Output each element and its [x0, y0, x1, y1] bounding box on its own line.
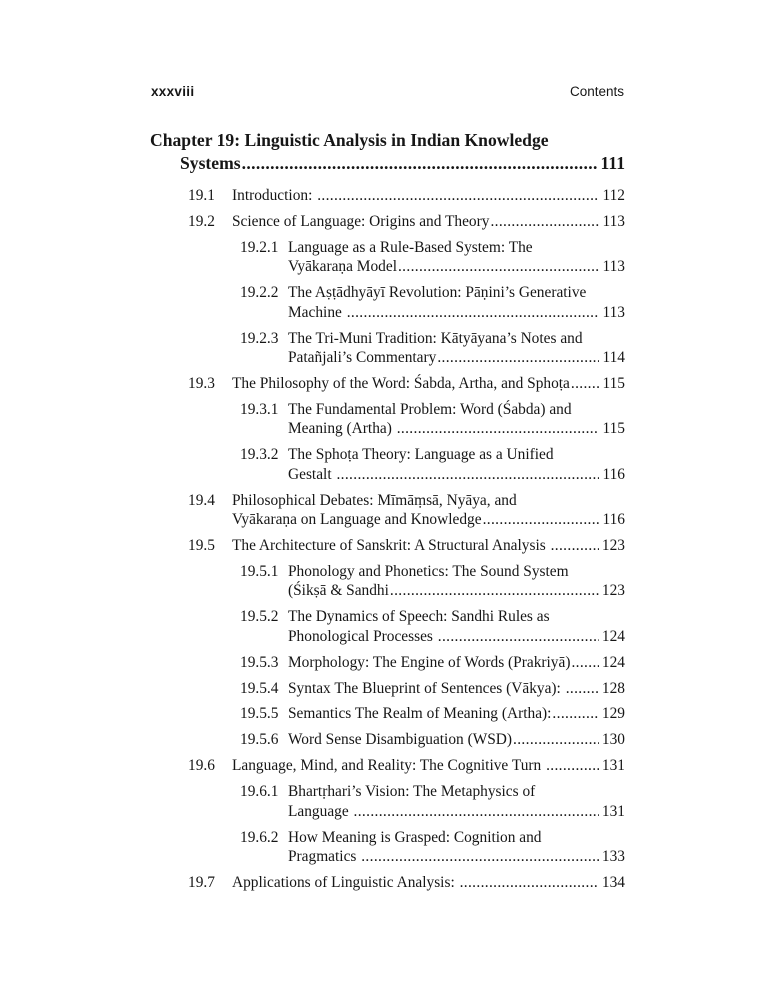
toc-entry-text-line: Philosophical Debates: Mīmāṃsā, Nyāya, and [232, 491, 517, 509]
toc-entry-19-5-1 [150, 562, 625, 601]
toc-entry-19-5-4 [150, 679, 625, 699]
dot-leader [570, 374, 600, 394]
toc-entry-19-5-6 [150, 730, 625, 750]
toc-entry-body [288, 400, 625, 439]
toc-entry-text: Applications of Linguistic Analysis: [232, 873, 459, 891]
toc-entry-text: (Śikṣā & Sandhi [288, 582, 389, 600]
toc-entry-last-line [288, 348, 625, 368]
toc-entry-19-3-1 [150, 400, 625, 439]
toc-page-number: 123 [601, 537, 625, 555]
toc-page-number: 133 [601, 848, 625, 866]
folio-page-number: xxxviii [151, 84, 195, 99]
toc-entry-body [288, 283, 625, 322]
toc-entry-body [232, 186, 625, 206]
toc-page-number: 123 [601, 582, 625, 600]
toc-entry-last-line [288, 465, 625, 485]
dot-leader [565, 679, 599, 699]
toc-entry-19-2-1 [150, 238, 625, 277]
toc-entry-number: 19.5.1 [240, 562, 279, 580]
toc-entry-number: 19.3 [188, 374, 215, 392]
toc-entry-number: 19.2.1 [240, 238, 279, 256]
toc-entry-last-line [288, 419, 625, 439]
dot-leader [550, 536, 599, 556]
toc-entry-number: 19.5.4 [240, 679, 279, 697]
toc-entry-19-2-2 [150, 283, 625, 322]
toc-entry-number: 19.5.3 [240, 653, 279, 671]
toc-entry-text-line: The Tri-Muni Tradition: Kātyāyana’s Notes and [288, 329, 583, 347]
toc-entry-text-line: Language as a Rule-Based System: The [288, 238, 533, 256]
toc-entry-19-3 [150, 374, 625, 394]
toc-entry-19-5 [150, 536, 625, 556]
toc-entry-19-7 [150, 873, 625, 893]
toc-page-number: 124 [601, 627, 625, 645]
toc-entry-text: Introduction: [232, 187, 317, 204]
toc-entry-number: 19.6.1 [240, 783, 279, 801]
toc-entry-last-line [288, 704, 625, 724]
toc-entry-last-line [232, 873, 625, 893]
toc-entry-last-line [288, 730, 625, 750]
toc-entry-number: 19.1 [188, 187, 215, 204]
dot-leader [489, 212, 599, 232]
toc-entry-last-line [288, 581, 625, 601]
toc-entry-19-2 [150, 212, 625, 232]
toc-page-number: 134 [601, 873, 625, 891]
toc-entry-body [288, 704, 625, 724]
toc-entry-text: Vyākaraṇa on Language and Knowledge [232, 511, 482, 529]
toc-entry-text: Language [288, 802, 353, 820]
toc-entry-last-line [288, 257, 625, 277]
toc-page-number: 116 [602, 465, 625, 483]
toc-entry-body [288, 329, 625, 368]
toc-entry-body [288, 730, 625, 750]
toc-entry-last-line [288, 802, 625, 822]
dot-leader [482, 510, 600, 530]
toc-entry-number: 19.3.2 [240, 446, 279, 464]
toc-entry-last-line [232, 536, 625, 556]
toc-entry-text-line: Bhartṛhari’s Vision: The Metaphysics of [288, 783, 536, 801]
toc-entry-last-line [288, 653, 625, 673]
chapter-title-text: Systems [180, 153, 241, 173]
dot-leader [389, 581, 599, 601]
toc-page-number: 129 [601, 705, 625, 723]
toc-entry-number: 19.4 [188, 491, 215, 509]
toc-entry-last-line [232, 212, 625, 232]
toc-entries [150, 186, 625, 892]
toc-entry-body [232, 491, 625, 530]
toc-entry-text: Gestalt [288, 465, 336, 483]
toc-entry-last-line [288, 847, 625, 867]
toc-entry-number: 19.5.5 [240, 705, 279, 723]
toc-entry-text: Pragmatics [288, 848, 361, 866]
toc-page-number: 115 [602, 374, 625, 392]
toc-entry-19-1 [150, 186, 625, 206]
toc-page-number: 131 [601, 757, 625, 775]
toc-entry-last-line [232, 756, 625, 776]
toc-entry-body [288, 653, 625, 673]
dot-leader [545, 756, 599, 776]
toc-entry-19-4 [150, 491, 625, 530]
dot-leader [241, 152, 598, 175]
toc-entry-last-line [232, 510, 625, 530]
running-header [151, 84, 624, 100]
dot-leader [346, 303, 600, 323]
dot-leader [396, 419, 600, 439]
toc-entry-last-line [288, 627, 625, 647]
toc-entry-number: 19.2 [188, 212, 215, 230]
dot-leader [316, 186, 599, 206]
toc-entry-body [232, 374, 625, 394]
toc-entry-text: The Architecture of Sanskrit: A Structural Analysis [232, 537, 550, 555]
toc-page-number: 113 [602, 212, 625, 230]
toc-entry-last-line [288, 303, 625, 323]
toc-entry-text: Syntax The Blueprint of Sentences (Vākya): [288, 679, 565, 697]
toc-page-number: 112 [602, 187, 625, 204]
toc-entry-body [288, 782, 625, 821]
toc-entry-text: Meaning (Artha) [288, 420, 396, 438]
toc-entry-19-3-2 [150, 445, 625, 484]
toc-entry-number: 19.5.6 [240, 731, 279, 749]
dot-leader [353, 802, 599, 822]
toc-entry-body [288, 562, 625, 601]
toc-entry-last-line [288, 679, 625, 699]
toc-entry-19-6 [150, 756, 625, 776]
toc-entry-number: 19.5.2 [240, 608, 279, 626]
toc-entry-19-2-3 [150, 329, 625, 368]
toc-entry-body [288, 607, 625, 646]
toc-entry-number: 19.3.1 [240, 400, 279, 418]
toc-entry-text-line: The Sphoṭa Theory: Language as a Unified [288, 446, 554, 464]
toc-entry-19-5-5 [150, 704, 625, 724]
toc-entry-text: The Philosophy of the Word: Śabda, Artha, and Sphoṭa [232, 374, 570, 392]
toc-entry-last-line [232, 374, 625, 394]
table-of-contents [150, 129, 625, 899]
toc-entry-19-5-3 [150, 653, 625, 673]
toc-entry-body [232, 536, 625, 556]
dot-leader [436, 348, 599, 368]
toc-entry-body [288, 238, 625, 277]
toc-entry-number: 19.6 [188, 757, 215, 775]
toc-page-number: 113 [602, 258, 625, 276]
chapter-page-number: 111 [600, 153, 625, 173]
toc-entry-body [288, 679, 625, 699]
toc-entry-number: 19.2.3 [240, 329, 279, 347]
toc-entry-text-line: Phonology and Phonetics: The Sound System [288, 562, 569, 580]
toc-entry-text-line: The Aṣṭādhyāyī Revolution: Pāṇini’s Generative [288, 284, 587, 302]
toc-page-number: 113 [602, 303, 625, 321]
toc-entry-text-line: The Fundamental Problem: Word (Śabda) and [288, 400, 572, 418]
toc-entry-text: Machine [288, 303, 346, 321]
dot-leader [397, 257, 600, 277]
toc-entry-text: Science of Language: Origins and Theory [232, 212, 490, 230]
toc-entry-last-line [232, 186, 625, 206]
toc-entry-text: Patañjali’s Commentary [288, 349, 437, 367]
toc-entry-text-line: How Meaning is Grasped: Cognition and [288, 828, 542, 846]
toc-entry-text: Word Sense Disambiguation (WSD) [288, 731, 513, 749]
toc-chapter-entry [150, 129, 625, 175]
chapter-title-line2 [150, 152, 625, 175]
dot-leader [335, 465, 599, 485]
toc-page-number: 124 [601, 653, 625, 671]
toc-entry-19-5-2 [150, 607, 625, 646]
running-header-title: Contents [569, 84, 624, 99]
dot-leader [512, 730, 599, 750]
toc-page-number: 128 [601, 679, 625, 697]
toc-page-number: 116 [602, 511, 625, 529]
chapter-title-line1: Chapter 19: Linguistic Analysis in Indian Knowledge [150, 130, 549, 150]
dot-leader [437, 627, 599, 647]
toc-entry-body [232, 873, 625, 893]
toc-page-number: 115 [602, 420, 625, 438]
toc-entry-text: Language, Mind, and Reality: The Cognitive Turn [232, 757, 546, 775]
toc-entry-body [288, 445, 625, 484]
toc-entry-19-6-1 [150, 782, 625, 821]
toc-entry-text: Morphology: The Engine of Words (Prakriyā) [288, 653, 571, 671]
toc-page-number: 114 [602, 349, 625, 367]
toc-page-number: 130 [601, 731, 625, 749]
dot-leader [570, 653, 598, 673]
toc-entry-number: 19.2.2 [240, 284, 279, 302]
toc-entry-body [288, 828, 625, 867]
toc-entry-number: 19.6.2 [240, 828, 279, 846]
toc-entry-19-6-2 [150, 828, 625, 867]
toc-entry-text: Phonological Processes [288, 627, 437, 645]
toc-entry-text-line: The Dynamics of Speech: Sandhi Rules as [288, 608, 550, 626]
toc-entry-body [232, 756, 625, 776]
dot-leader [360, 847, 599, 867]
dot-leader [459, 873, 599, 893]
toc-entry-body [232, 212, 625, 232]
dot-leader [551, 704, 598, 724]
toc-entry-number: 19.7 [188, 873, 215, 891]
toc-entry-text: Vyākaraṇa Model [288, 258, 397, 276]
toc-entry-number: 19.5 [188, 537, 215, 555]
toc-page-number: 131 [601, 802, 625, 820]
toc-entry-text: Semantics The Realm of Meaning (Artha): [288, 705, 552, 723]
